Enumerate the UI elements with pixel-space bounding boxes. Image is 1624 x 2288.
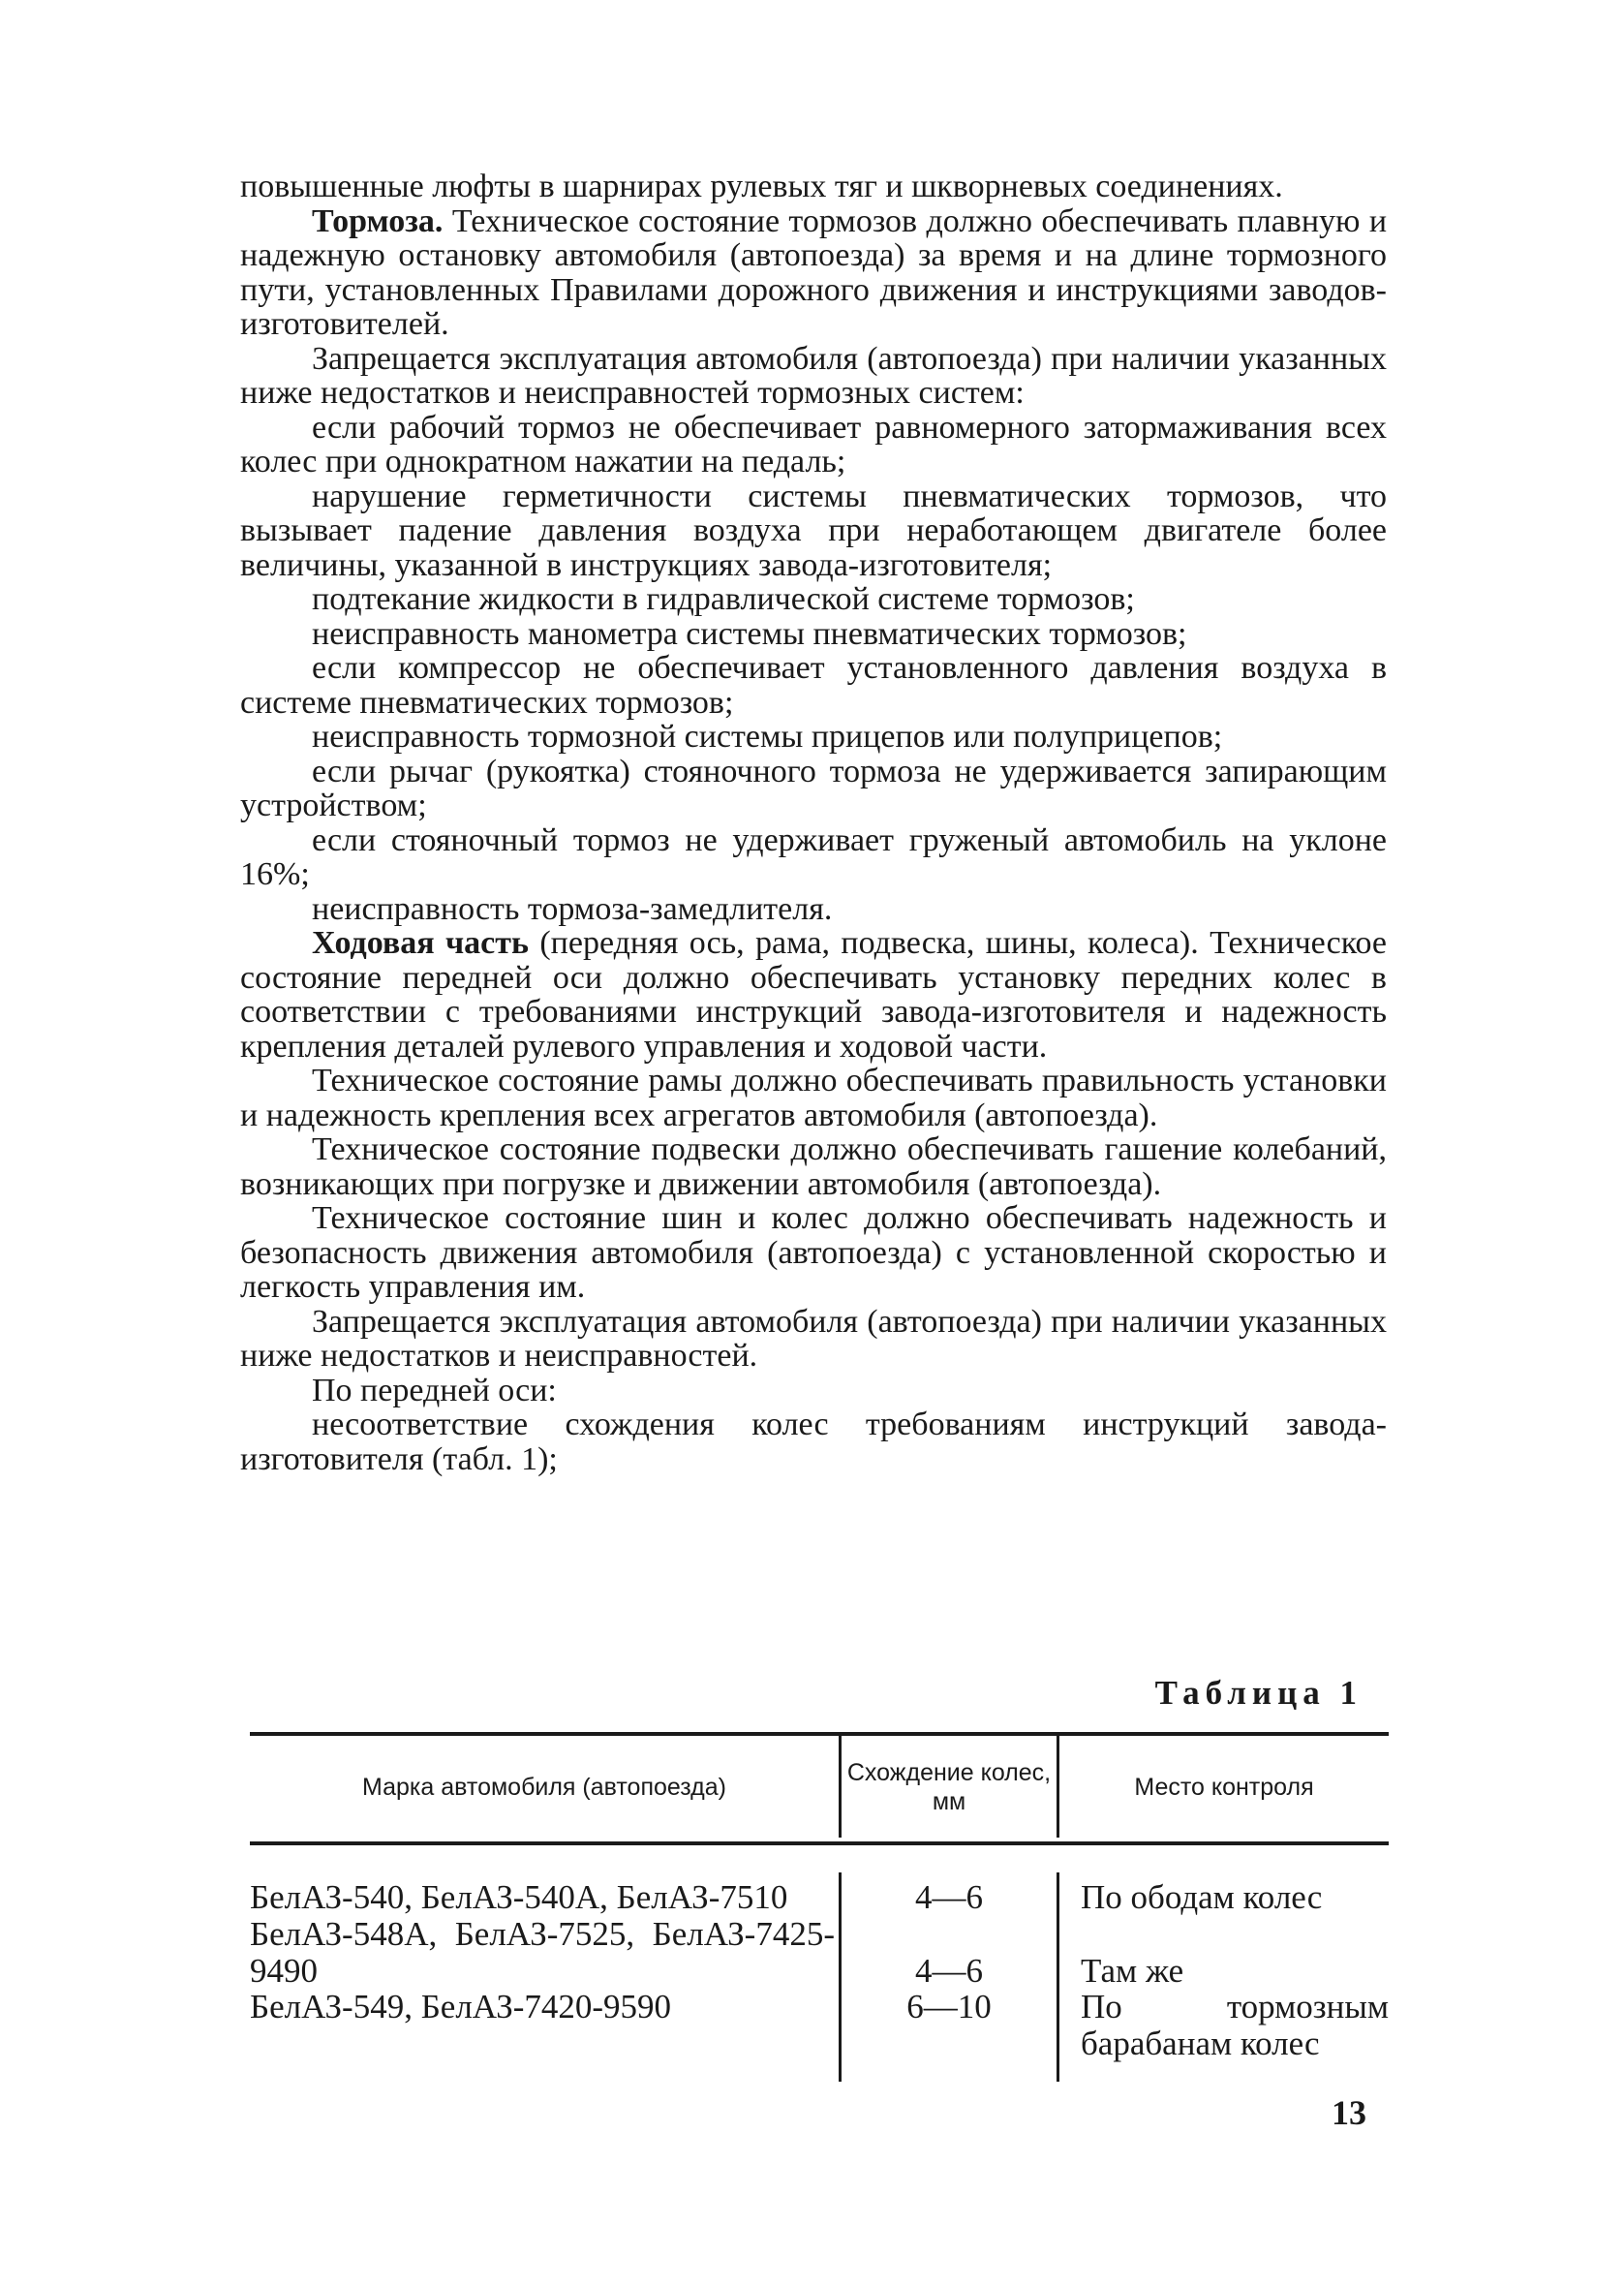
table-cell-check-point: По ободам колес — [1081, 1878, 1323, 1916]
paragraph: несоответствие схождения колес требованиям инструкций завода-изготовителя (табл. 1); — [240, 1407, 1387, 1477]
paragraph: неисправность тормоза-замедлителя. — [312, 890, 833, 927]
table-cell-toe-in: 4—6 — [915, 1952, 983, 1990]
page-number: 13 — [1332, 2093, 1366, 2132]
table-cell-model: БелАЗ-540, БелАЗ-540А, БелАЗ-7510 — [250, 1878, 788, 1916]
paragraph: нарушение герметичности системы пневматических тормозов, что вызывает падение давления воздуха при неработающем двигателе более величины, указанной в инструкциях завода-изготовителя; — [240, 478, 1387, 583]
paragraph: если рабочий тормоз не обеспечивает равномерного затормаживания всех колес при однократном нажатии на педаль; — [240, 409, 1387, 479]
table-header-model: Марка автомобиля (автопоезда) — [362, 1773, 726, 1801]
paragraph: неисправность тормозной системы прицепов или полуприцепов; — [312, 719, 1223, 755]
table-header-toe-in: Схождение колес, мм — [846, 1758, 1052, 1815]
paragraph: Запрещается эксплуатация автомобиля (автопоезда) при наличии указанных ниже недостатков и неисправностей. — [240, 1303, 1387, 1374]
paragraph-text: Техническое состояние тормозов должно обеспечивать плавную и надежную остановку автомобиля (автопоезда) за время и на длине тормозного пути, установленных Правилами дорожного движения и инструкциями заводов-изготовителей. — [240, 202, 1388, 342]
paragraph: если компрессор не обеспечивает установленного давления воздуха в системе пневматических тормозов; — [240, 650, 1387, 721]
paragraph: Техническое состояние рамы должно обеспечивать правильность установки и надежность крепления всех агрегатов автомобиля (автопоезда). — [240, 1063, 1387, 1133]
table-cell-toe-in: 4—6 — [915, 1878, 983, 1916]
paragraph-running-gear — [240, 926, 1387, 1064]
paragraph: Техническое состояние подвески должно обеспечивать гашение колебаний, возникающих при погрузке и движении автомобиля (автопоезда). — [240, 1131, 1387, 1202]
table-cell-toe-in: 6—10 — [906, 1988, 992, 2025]
table-cell-model: БелАЗ-548А, БелАЗ-7525, БелАЗ-7425-9490 — [250, 1915, 835, 1990]
table-cell-check-point: Там же — [1081, 1952, 1184, 1990]
table-header-check-point: Место контроля — [1134, 1773, 1314, 1801]
paragraph: подтекание жидкости в гидравлической системе тормозов; — [312, 581, 1135, 617]
table-header-rule — [250, 1841, 1389, 1845]
paragraph: По передней оси: — [312, 1372, 557, 1408]
paragraph: Техническое состояние шин и колес должно обеспечивать надежность и безопасность движения автомобиля (автопоезда) с установленной скоростью и легкость управления им. — [240, 1200, 1387, 1305]
heading-brakes: Тормоза. — [312, 202, 444, 239]
table-caption: Таблица 1 — [1154, 1674, 1363, 1712]
paragraph-text: (передняя ось, рама, подвеска, шины, колеса). Техническое состояние передней оси должно обеспечивать установку передних колес в соответствии с требованиями инструкций завода-изготовителя и надежность крепления деталей рулевого управления и ходовой части. — [240, 925, 1388, 1065]
table-cell-check-point: По тормозным барабанам колес — [1081, 1988, 1389, 2062]
paragraph-brakes — [240, 204, 1387, 342]
paragraph: если стояночный тормоз не удерживает груженый автомобиль на уклоне 16%; — [240, 821, 1387, 892]
table-cell-model: БелАЗ-549, БелАЗ-7420-9590 — [250, 1988, 672, 2025]
body-text — [240, 170, 1387, 1476]
paragraph: повышенные люфты в шарнирах рулевых тяг и шкворневых соединениях. — [240, 169, 1283, 204]
paragraph: неисправность манометра системы пневматических тормозов; — [312, 615, 1187, 652]
table-column-divider — [1057, 1872, 1059, 2082]
heading-running-gear: Ходовая часть — [312, 925, 529, 961]
paragraph: если рычаг (рукоятка) стояночного тормоза не удерживается запирающим устройством; — [240, 753, 1387, 823]
paragraph: Запрещается эксплуатация автомобиля (автопоезда) при наличии указанных ниже недостатков и неисправностей тормозных систем: — [240, 340, 1387, 411]
